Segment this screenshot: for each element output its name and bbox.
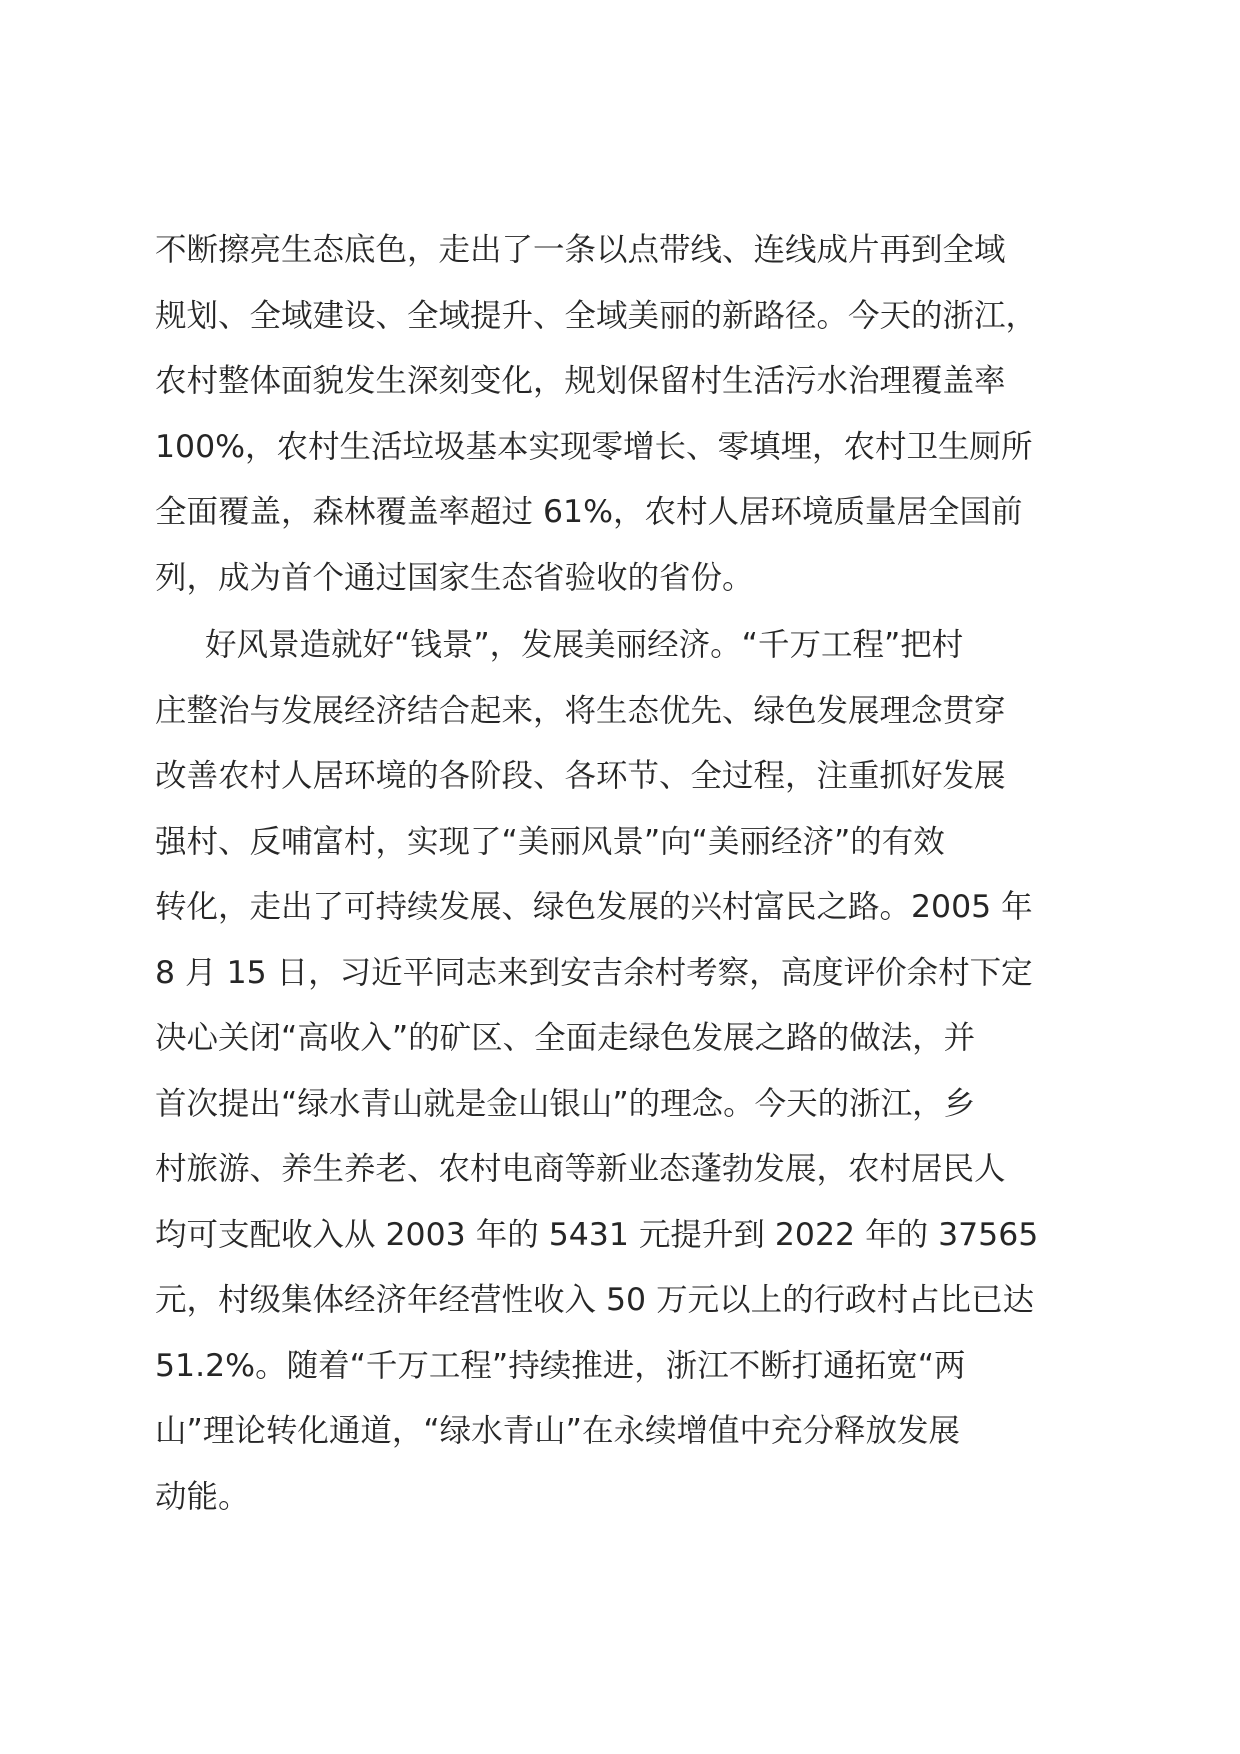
text-line: 庄整治与发展经济结合起来，将生态优先、绿色发展理念贯穿 bbox=[155, 692, 1006, 729]
text-line: 8 月 15 日，习近平同志来到安吉余村考察，高度评价余村下定 bbox=[155, 954, 1033, 991]
text-line: 元，村级集体经济年经营性收入 50 万元以上的行政村占比已达 bbox=[155, 1282, 1035, 1318]
text-line: 100%，农村生活垃圾基本实现零增长、零填埋，农村卫生厕所 bbox=[155, 428, 1033, 465]
paragraph-ecology bbox=[155, 218, 1095, 611]
text-line: 列，成为首个通过国家生态省验收的省份。 bbox=[155, 559, 754, 596]
text-line: 改善农村人居环境的各阶段、各环节、全过程，注重抓好发展 bbox=[155, 758, 1006, 794]
text-line: 强村、反哺富村，实现了“美丽风景”向“美丽经济”的有效 bbox=[155, 823, 945, 860]
text-line: 山”理论转化通道，“绿水青山”在永续增值中充分释放发展 bbox=[155, 1413, 960, 1449]
text-line: 不断擦亮生态底色，走出了一条以点带线、连线成片再到全域 bbox=[155, 232, 1006, 268]
text-line: 首次提出“绿水青山就是金山银山”的理念。今天的浙江，乡 bbox=[155, 1085, 976, 1122]
body-text bbox=[155, 218, 1095, 1530]
paragraph-beautiful-economy bbox=[155, 613, 1095, 1530]
text-line: 村旅游、养生养老、农村电商等新业态蓬勃发展，农村居民人 bbox=[155, 1151, 1006, 1187]
text-line: 好风景造就好“钱景”，发展美丽经济。“千万工程”把村 bbox=[205, 627, 964, 663]
text-line: 51.2%。随着“千万工程”持续推进，浙江不断打通拓宽“两 bbox=[155, 1347, 966, 1384]
text-line: 全面覆盖，森林覆盖率超过 61%，农村人居环境质量居全国前 bbox=[155, 494, 1023, 530]
text-line: 规划、全域建设、全域提升、全域美丽的新路径。今天的浙江， bbox=[155, 297, 1038, 334]
text-line: 均可支配收入从 2003 年的 5431 元提升到 2022 年的 37565 bbox=[155, 1216, 1039, 1253]
text-line: 动能。 bbox=[155, 1478, 250, 1515]
text-line: 转化，走出了可持续发展、绿色发展的兴村富民之路。2005 年 bbox=[155, 889, 1033, 925]
text-line: 农村整体面貌发生深刻变化，规划保留村生活污水治理覆盖率 bbox=[155, 363, 1006, 399]
text-line: 决心关闭“高收入”的矿区、全面走绿色发展之路的做法，并 bbox=[155, 1020, 976, 1056]
